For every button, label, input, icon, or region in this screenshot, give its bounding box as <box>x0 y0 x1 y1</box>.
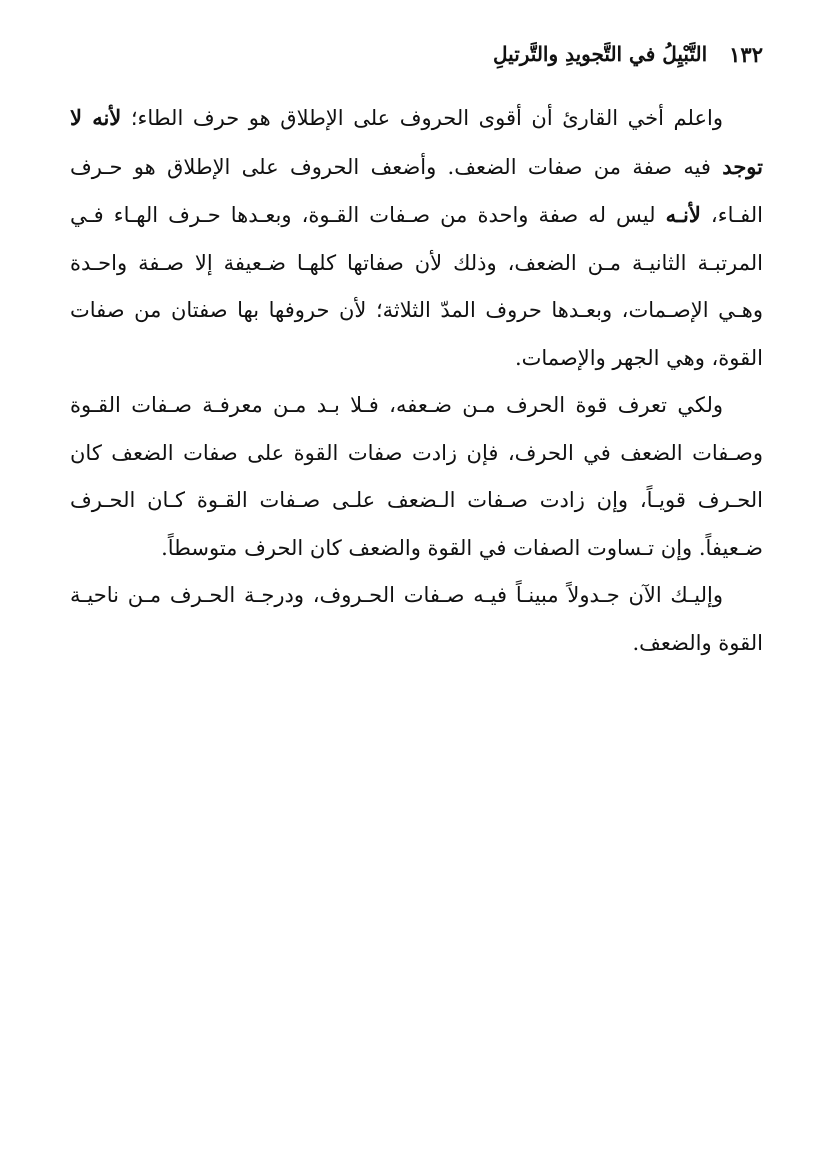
body-text <box>70 94 763 667</box>
paragraph-1-bold-a: لأنه لا توجد <box>70 105 763 179</box>
paragraph-3-text: وإليـك الآن جـدولاً مبينـاً فيـه صـفات الحـروف، ودرجـة الحـرف مـن ناحيـة القوة والضعف. <box>70 583 763 655</box>
paragraph-1-text-b: فيه صفة من صفات الضعف. وأضعف الحروف على الإطلاق هو حـرف الفـاء، <box>70 154 763 227</box>
paragraph-2 <box>70 382 763 572</box>
paragraph-2-text: ولكي تعرف قوة الحرف مـن ضـعفه، فـلا بـد مـن معرفـة صـفات القـوة وصـفات الضعف في الحرف، فإن زادت صفات القوة على صفات الضعف كان الحـرف قويـاً، وإن زادت صـفات الـضعف علـى صـفات القـوة كـان الحـرف ضـعيفاً. وإن تـساوت الصفات في القوة والضعف كان الحرف متوسطاً. <box>70 393 763 560</box>
paragraph-1-bold-b: لأنـه <box>665 202 701 227</box>
page-number: ١٣٢ <box>729 41 763 67</box>
running-header <box>72 36 763 72</box>
book-title: التَّبْيِلُ في التَّجويدِ والتَّرتيلِ <box>493 42 708 66</box>
paragraph-3 <box>70 572 763 667</box>
paragraph-1-text-a: واعلم أخي القارئ أن أقوى الحروف على الإطلاق هو حرف الطاء؛ <box>121 106 723 130</box>
paragraph-1 <box>70 94 763 382</box>
paragraph-1-text-c: ليس له صفة واحدة من صـفات القـوة، وبعـدها حـرف الهـاء فـي المرتبـة الثانيـة مـن الضعف، وذلك لأن صفاتها كلهـا ضـعيفة إلا صـفة واحـدة وهـي الإصـمات، وبعـدها حروف المدّ الثلاثة؛ لأن حروفها بها صفتان من صفات القوة، وهي الجهر والإصمات. <box>70 203 763 370</box>
